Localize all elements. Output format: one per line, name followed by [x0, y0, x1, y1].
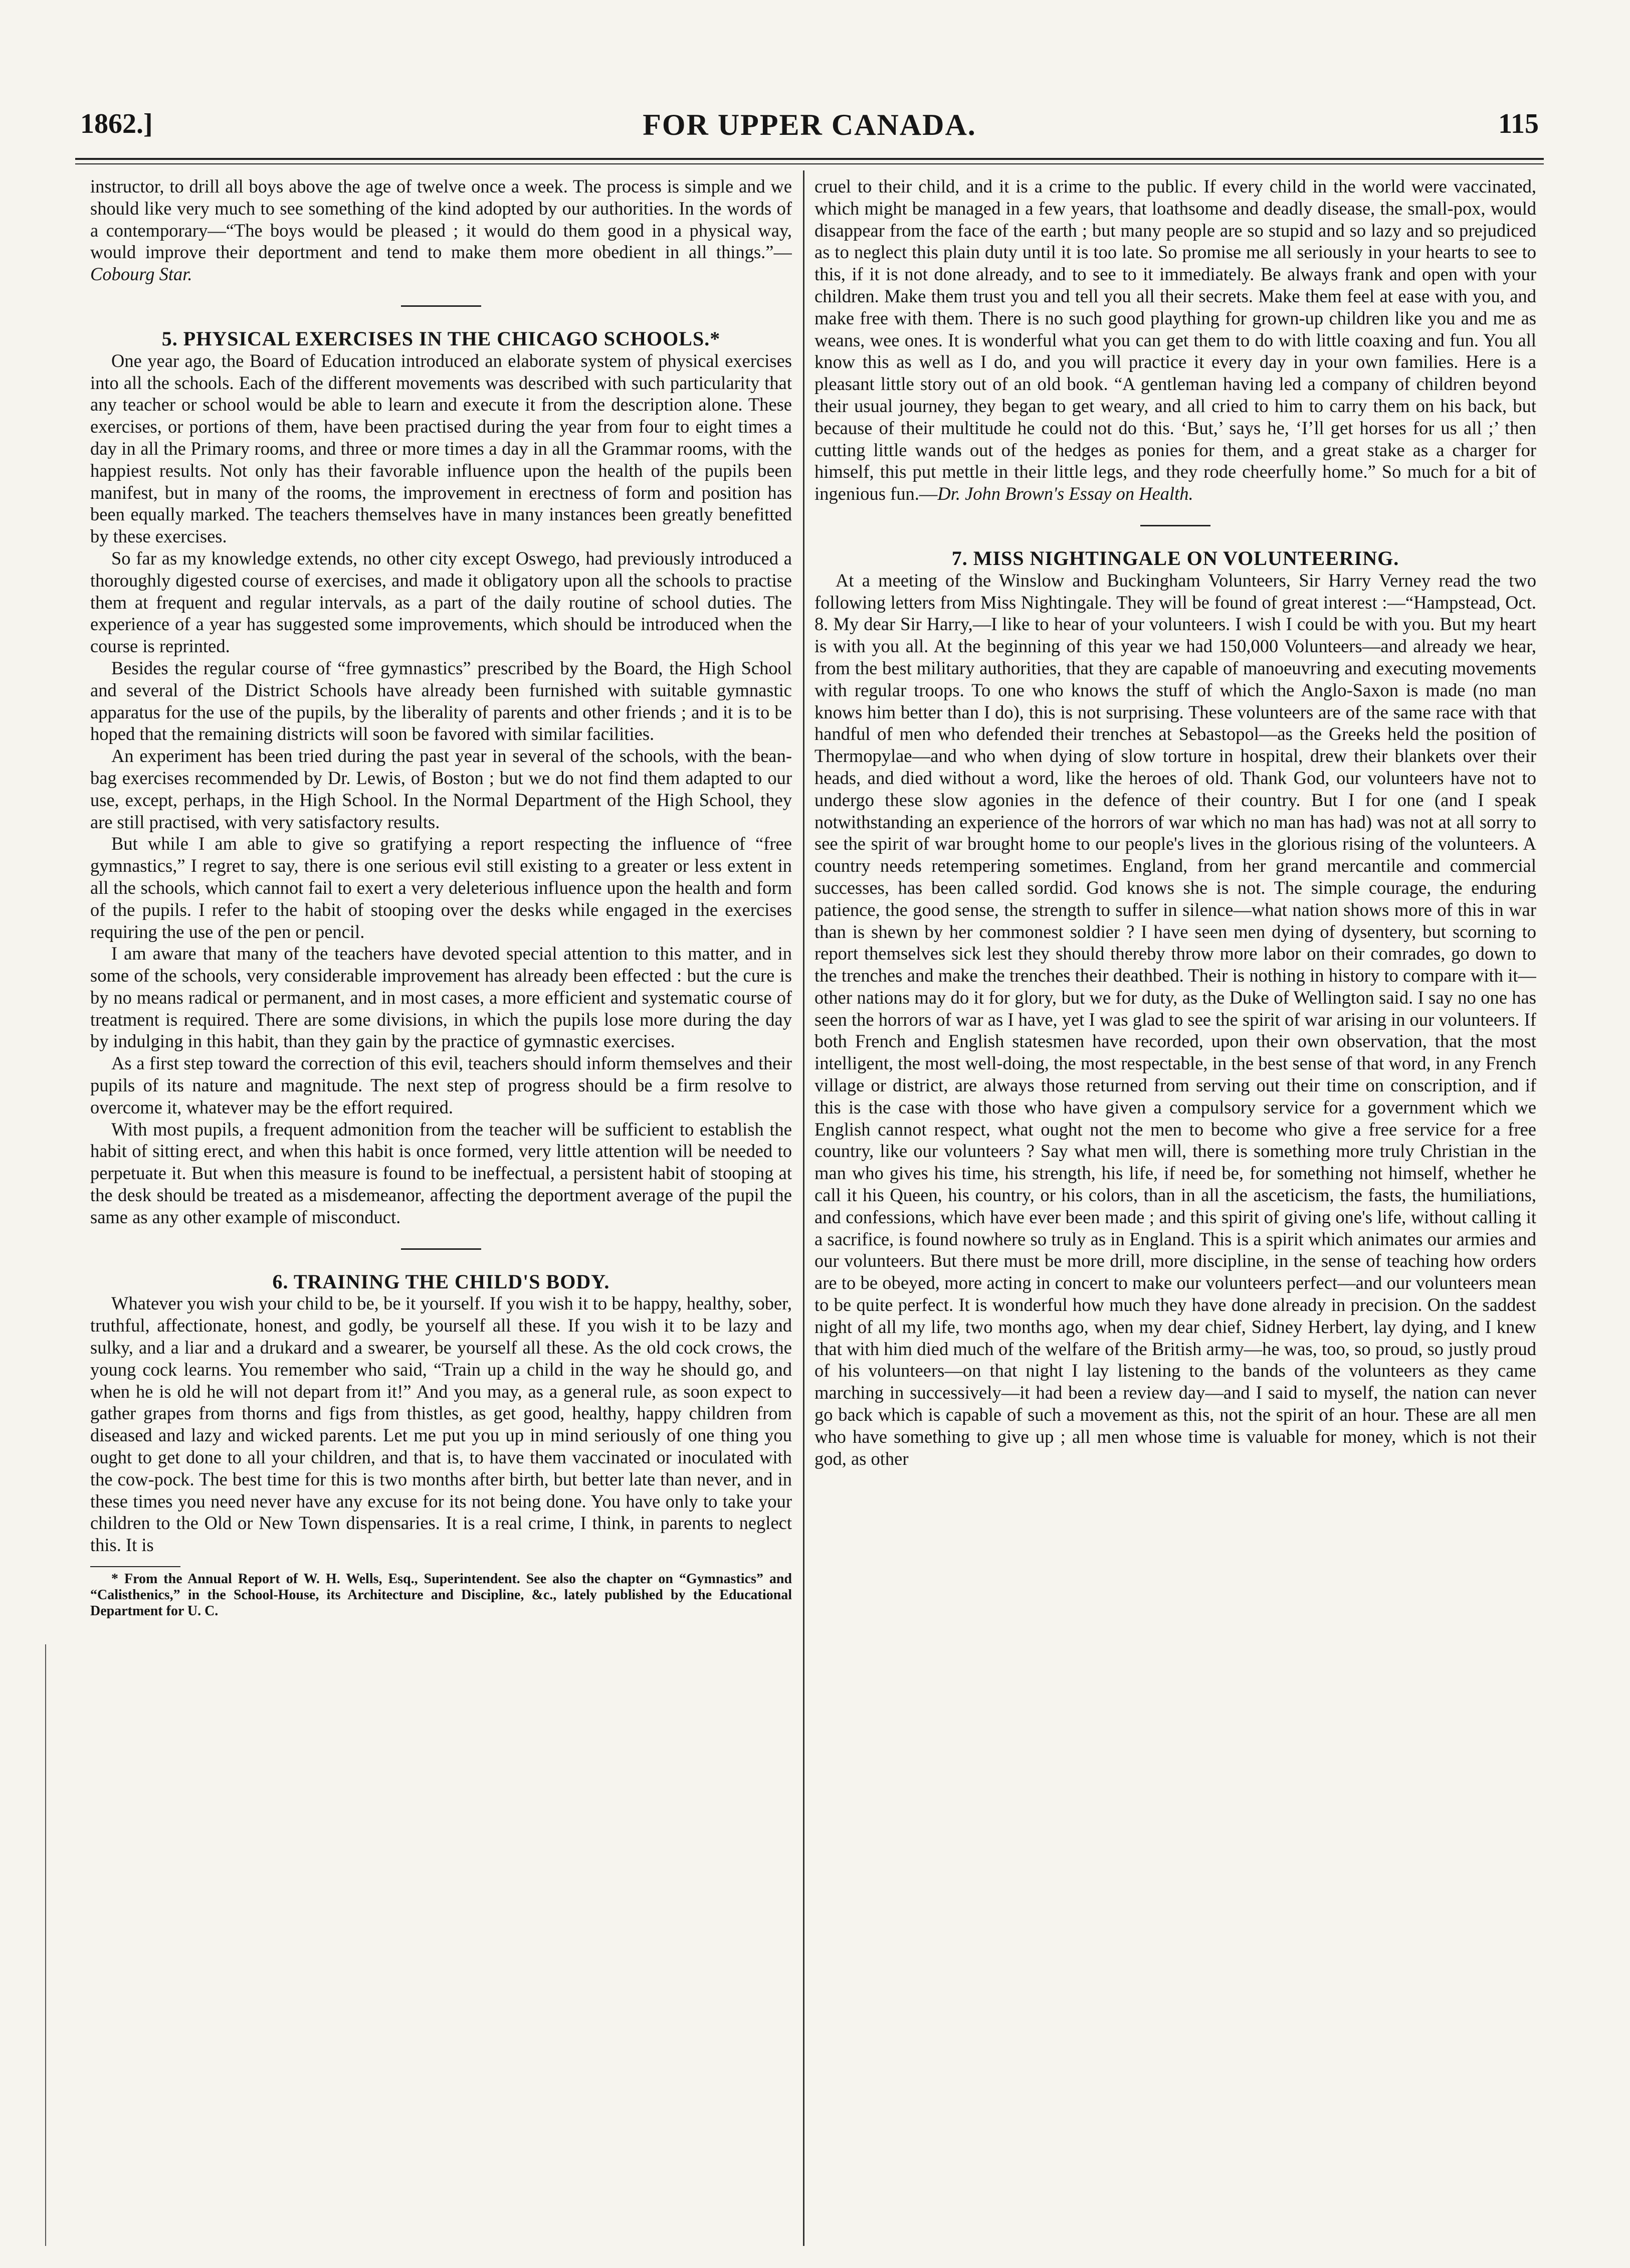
section-5-paragraph: As a first step toward the correction of this evil, teachers should inform themselves and their pupils of its nature and magnitude. The next step of progress should be a firm resolve to overcome it, whatever may be the effort required. [90, 1053, 792, 1117]
binding-edge [45, 1644, 46, 2246]
section-5-paragraph: So far as my knowledge extends, no other city except Oswego, had previously introduced a thoroughly digested course of exercises, and made it obligatory upon all the schools to practise them at frequent and regular intervals, as a part of the daily routine of school duties. The experience of a year has suggested some improvements, which should be introduced when the course is reprinted. [90, 547, 792, 657]
page-number: 115 [1498, 108, 1539, 139]
section-5-paragraph: With most pupils, a frequent admonition from the teacher will be sufficient to establish the habit of sitting erect, and when this habit is once formed, very little attention will be needed to perpetuate it. But when this measure is found to be ineffectual, a persistent habit of stooping at the desk should be treated as a misdemeanor, affecting the deportment average of the pupil the same as any other example of misconduct. [90, 1118, 792, 1227]
section-separator [1140, 525, 1210, 526]
section-6-heading: 6. TRAINING THE CHILD'S BODY. [272, 1270, 610, 1293]
continued-paragraph [814, 175, 1536, 505]
footnote-rule [90, 1566, 180, 1567]
left-column [90, 175, 792, 2256]
footnote: * From the Annual Report of W. H. Wells, Esq., Superintendent. See also the chapter on “Gymnastics” and “Calisthenics,” in the School-House, its Architecture and Discipline, &c., lately published by the Educational Department for U. C. [90, 1571, 792, 1619]
intro-paragraph [90, 175, 792, 285]
section-separator [401, 305, 481, 307]
section-6-paragraph: Whatever you wish your child to be, be it yourself. If you wish it to be happy, healthy, sober, truthful, affectionate, honest, and godly, be yourself all these. If you wish it to be lazy and sulky, and a liar and a drukard and a swearer, be yourself all these. As the old cock crows, the young cock learns. You remember who said, “Train up a child in the way he should go, and when he is old he will not depart from it!” And you may, as a general rule, as soon expect to gather grapes from thorns and figs from thistles, as get good, healthy, happy children from diseased and lazy and wicked parents. Let me put you up in mind seriously of one thing you ought to get done to all your children, and that is, to have them vaccinated or inoculated with the cow-pock. The best time for this is two months after birth, but better late than never, and in these times you need never have any excuse for its not being done. You have only to take your children to the Old or New Town dispensaries. It is a real crime, I think, in parents to neglect this. It is [90, 1293, 792, 1556]
intro-citation: Cobourg Star. [90, 264, 192, 285]
section-5-paragraph: Besides the regular course of “free gymnastics” prescribed by the Board, the High School and several of the District Schools have already been furnished with suitable gymnastic apparatus for the use of the pupils, by the liberality of parents and other friends ; and it is to be hoped that the remaining districts will soon be favored with similar facilities. [90, 657, 792, 744]
continued-text: cruel to their child, and it is a crime to the public. If every child in the world were vaccinated, which might be managed in a few years, that loathsome and deadly disease, the small-pox, would disappear from the face of the earth ; but many people are so stupid and so lazy and so prejudiced as to neglect this plain duty until it is too late. So promise me all seriously in your hearts to see to this, if it is not done already, and to see to it immediately. Be always frank and open with your children. Make them trust you and tell you all their secrets. Make them feel at ease with you, and make free with them. There is no such good plaything for grown-up children like you and me as weans, wee ones. It is wonderful what you can get them to do with little coaxing and fun. You all know this as well as I do, and you will practice it every day in your own families. Here is a pleasant little story out of an old book. “A gentleman having led a company of children beyond their usual journey, they began to get weary, and all cried to him to carry them on his back, but because of their multitude he could not do this. ‘But,’ says he, ‘I’ll get horses for us all ;’ then cutting little wands out of the hedges as ponies for them, and a great stake as a charger for himself, this put mettle in their little legs, and they rode cheerfully home.” So much for a bit of ingenious fun.— [814, 176, 1536, 504]
continued-citation: Dr. John Brown's Essay on Health. [937, 483, 1193, 504]
header-year: 1862.] [80, 108, 153, 139]
section-separator [401, 1248, 481, 1250]
header-rule-thick [75, 158, 1544, 160]
section-7-heading: 7. MISS NIGHTINGALE ON VOLUNTEERING. [951, 546, 1399, 570]
header-rule-thin [75, 163, 1544, 164]
section-5-paragraph: I am aware that many of the teachers have devoted special attention to this matter, and in some of the schools, very considerable improvement has already been effected : but the cure is by no means radical or permanent, and in most cases, a more efficient and systematic course of treatment is required. There are some divisions, in which the pupils lose more during the day by indulging in this habit, than they gain by the practice of gymnastic exercises. [90, 943, 792, 1052]
right-column [814, 175, 1536, 2256]
section-5-paragraph: One year ago, the Board of Education introduced an elaborate system of physical exercises into all the schools. Each of the different movements was described with such particularity that any teacher or school would be able to learn and execute it from the description alone. These exercises, or portions of them, have been practised during the year from four to eight times a day in all the Primary rooms, and three or more times a day in all the Grammar rooms, with the happiest results. Not only has their favorable influence upon the health of the pupils been manifest, but in many of the rooms, the improvement in erectness of form and position has been equally marked. The teachers themselves have in many instances been greatly benefitted by these exercises. [90, 350, 792, 547]
section-7-paragraph: At a meeting of the Winslow and Buckingham Volunteers, Sir Harry Verney read the two following letters from Miss Nightingale. They will be found of great interest :—“Hampstead, Oct. 8. My dear Sir Harry,—I like to hear of your volunteers. I wish I could be with you. But my heart is with you all. At the beginning of this year we had 150,000 Volunteers—and already we hear, from the best military authorities, that they are capable of manoeuvring and executing movements with regular troops. To one who knows the stuff of which the Anglo-Saxon is made (no man knows him better than I do), this is not surprising. These volunteers are of the same race with that handful of men who defended their trenches at Sebastopol—as the Greeks held the position of Thermopylae—and who when dying of slow torture in hospital, drew their blankets over their heads, and died without a word, like the heroes of old. Thank God, our volunteers have not to undergo these slow agonies in the defence of their country. But I for one (and I speak notwithstanding an experience of the horrors of war which no man has had) was not at all sorry to see the spirit of war brought home to our people's lives in the glorious rising of the volunteers. A country needs retempering sometimes. England, from her grand mercantile and commercial successes, has been called sordid. God knows she is not. The simple courage, the enduring patience, the good sense, the strength to suffer in silence—what nation shows more of this in war than is shewn by her commonest soldier ? I have seen men dying of dysentery, but scorning to report themselves sick lest they should thereby throw more labor on their comrades, go down to the trenches and make the trenches their deathbed. Their is nothing in history to compare with it—other nations may do it for glory, but we for duty, as the Duke of Wellington said. I say no one has seen the horrors of war as I have, yet I was glad to see the spirit of war arising in our volunteers. If both French and English statesmen have recorded, upon their own observation, that the most intelligent, the most well-doing, the most respectable, in the best sense of that word, in any French village or district, are always those returned from serving out their time on conscription, and if this is the case with those who have given a compulsory service for a government which we English cannot respect, what ought not the men to become who give a free service for a free country, like our volunteers ? Say what men will, there is something more truly Christian in the man who gives his time, his strength, his life, if need be, for something not himself, whether he call it his Queen, his country, or his colors, than in all the asceticism, the fasts, the humiliations, and confessions, which have ever been made ; and this spirit of giving one's life, without calling it a sacrifice, is found nowhere so truly as in England. This is a spirit which animates our armies and our volunteers. But there must be more drill, more discipline, in the sense of teaching how orders are to be obeyed, more acting in concert to make our volunteers perfect—and our volunteers mean to be quite perfect. It is wonderful how much they have done already in precision. On the saddest night of all my life, two months ago, when my dear chief, Sidney Herbert, lay dying, and I knew that with him died much of the welfare of the British army—he was, too, so proud, so justly proud of his volunteers—on that night I lay listening to the bands of the volunteers as they came marching in successively—it had been a review day—and I said to myself, the nation can never go back which is capable of such a movement as this, not the spirit of an hour. These are all men who have something to give up ; all men whose time is valuable for money, which is not their god, as other [814, 570, 1536, 1469]
section-5-paragraph: But while I am able to give so gratifying a report respecting the influence of “free gymnastics,” I regret to say, there is one serious evil still existing to a greater or less extent in all the schools, which cannot fail to exert a very deleterious influence upon the health and form of the pupils. I refer to the habit of stooping over the desks while engaged in the exercises requiring the use of the pen or pencil. [90, 833, 792, 942]
intro-text: instructor, to drill all boys above the age of twelve once a week. The process is simple and we should like very much to see something of the kind adopted by our authorities. In the words of a contemporary—“The boys would be pleased ; it would do them good in a physical way, would improve their deportment and tend to make them more obedient in all things.”— [90, 176, 792, 263]
column-divider [803, 170, 804, 2246]
page-header [75, 108, 1544, 148]
header-title: FOR UPPER CANADA. [643, 108, 976, 141]
section-5-body [90, 350, 792, 1228]
section-5-heading: 5. PHYSICAL EXERCISES IN THE CHICAGO SCHOOLS.* [161, 327, 721, 350]
section-5-paragraph: An experiment has been tried during the past year in several of the schools, with the bean-bag exercises recommended by Dr. Lewis, of Boston ; but we do not find them adapted to our use, except, perhaps, in the High School. In the Normal Department of the High School, they are still practised, with very satisfactory results. [90, 745, 792, 832]
